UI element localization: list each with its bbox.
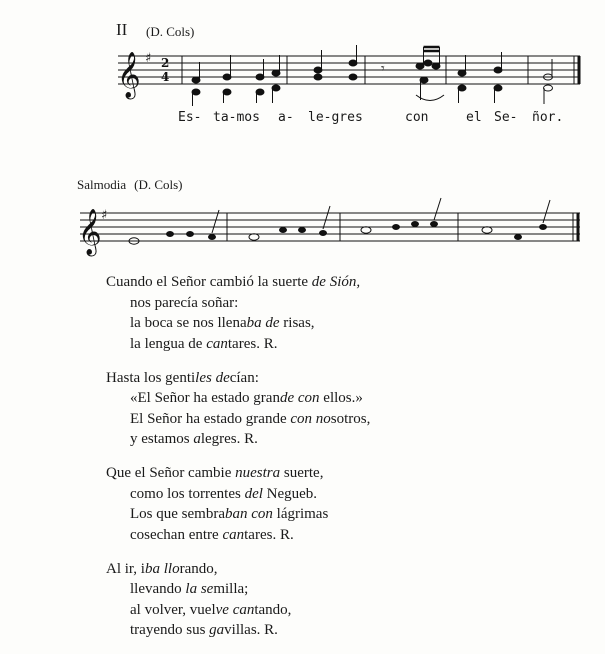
antiphon-lyrics <box>0 110 605 130</box>
time-signature-top: 2 <box>161 56 170 70</box>
text-segment: y estamos <box>130 431 194 447</box>
text-segment: lágrimas <box>272 506 329 522</box>
text-segment: cosechan entre <box>130 526 223 543</box>
psalm-line <box>106 388 576 409</box>
psalm-stanza <box>106 559 576 641</box>
psalm-line <box>106 559 576 580</box>
lyric-syllable: Se- <box>494 110 518 125</box>
psalm-stanza <box>106 463 576 545</box>
italic-segment: con no <box>290 410 331 427</box>
italic-segment: ba llo <box>144 560 180 577</box>
psalm-line <box>106 334 576 355</box>
text-segment: tando, <box>254 601 292 618</box>
italic-segment: la se <box>185 581 214 597</box>
text-segment: villas. R. <box>224 622 278 638</box>
text-segment: la boca se nos llena <box>130 315 247 331</box>
text-segment: Al ir, i <box>106 560 145 577</box>
italic-segment: del <box>244 485 263 502</box>
psalm-line <box>106 293 576 314</box>
treble-clef-icon: 𝄞 <box>117 52 141 98</box>
text-segment: sotros, <box>330 410 371 427</box>
text-segment: tares. R. <box>244 526 294 543</box>
psalm-line <box>106 409 576 430</box>
lyric-syllable: el <box>466 110 482 125</box>
lyric-syllable: Es- <box>178 110 202 125</box>
psalm-line <box>106 313 576 334</box>
text-segment: rando, <box>179 560 218 577</box>
italic-segment: ve can <box>215 601 255 618</box>
italic-segment: a <box>193 431 201 447</box>
psalm-line <box>106 272 576 293</box>
italic-segment: can <box>206 335 228 352</box>
text-segment: Hasta los genti <box>106 369 196 386</box>
italic-segment: ban con <box>224 506 273 522</box>
text-segment: Negueb. <box>262 485 318 502</box>
lyric-syllable: ñor. <box>532 110 564 125</box>
text-segment: Cuando el Señor cambió la suerte <box>106 274 312 290</box>
italic-segment: ba de <box>246 315 280 331</box>
italic-segment: de Sión, <box>311 274 361 290</box>
psalm-stanza <box>106 272 576 354</box>
lyric-syllable: a- <box>278 110 294 125</box>
sharp-icon: ♯ <box>101 208 108 223</box>
antiphon-number: II <box>116 20 128 39</box>
psalm-line <box>106 504 576 525</box>
italic-segment: nuestra <box>235 465 281 481</box>
italic-segment: can <box>222 526 245 543</box>
treble-clef-icon: 𝄞 <box>78 209 102 255</box>
text-segment: llevando <box>130 581 186 597</box>
psalm-stanza <box>106 368 576 450</box>
psalm-line <box>106 463 576 484</box>
text-segment: tares. R. <box>227 335 278 352</box>
time-signature-bottom: 4 <box>161 70 170 84</box>
text-segment: risas, <box>279 315 315 331</box>
sharp-icon: ♯ <box>145 51 152 66</box>
text-segment: trayendo sus <box>130 622 210 638</box>
text-segment: suerte, <box>280 465 324 481</box>
italic-segment: les de <box>195 369 230 386</box>
italic-segment: de con <box>279 390 320 406</box>
psalm-line <box>106 600 576 621</box>
psalmody-staff <box>0 190 605 260</box>
psalm-line <box>106 484 576 505</box>
text-segment: Que el Señor cambie <box>106 465 236 481</box>
text-segment: milla; <box>213 581 249 597</box>
lyric-syllable: ta-mos <box>213 110 260 125</box>
text-segment: Los que sembra <box>130 506 225 522</box>
text-segment: cían: <box>229 369 259 386</box>
text-segment: nos parecía soñar: <box>130 294 239 311</box>
psalm-text <box>106 272 576 654</box>
psalm-line <box>106 579 576 600</box>
psalm-line <box>106 525 576 546</box>
text-segment: legres. R. <box>200 431 258 447</box>
text-segment: ellos.» <box>319 390 363 406</box>
text-segment: como los torrentes <box>130 485 245 502</box>
antiphon-staff <box>0 0 605 110</box>
text-segment: la lengua de <box>130 335 207 352</box>
lyric-syllable: con <box>405 110 429 125</box>
italic-segment: ga <box>209 622 225 638</box>
salmodia-composer: (D. Cols) <box>134 177 183 192</box>
psalm-line <box>106 368 576 389</box>
psalm-line <box>106 429 576 450</box>
antiphon-composer: (D. Cols) <box>146 24 195 39</box>
salmodia-label: Salmodia <box>77 177 127 192</box>
svg-text:𝄾: 𝄾 <box>381 61 385 77</box>
text-segment: El Señor ha estado grande <box>130 410 291 427</box>
psalm-line <box>106 620 576 641</box>
text-segment: al volver, vuel <box>130 601 216 618</box>
text-segment: «El Señor ha estado gran <box>130 390 280 406</box>
lyric-syllable: le-gres <box>308 110 363 125</box>
